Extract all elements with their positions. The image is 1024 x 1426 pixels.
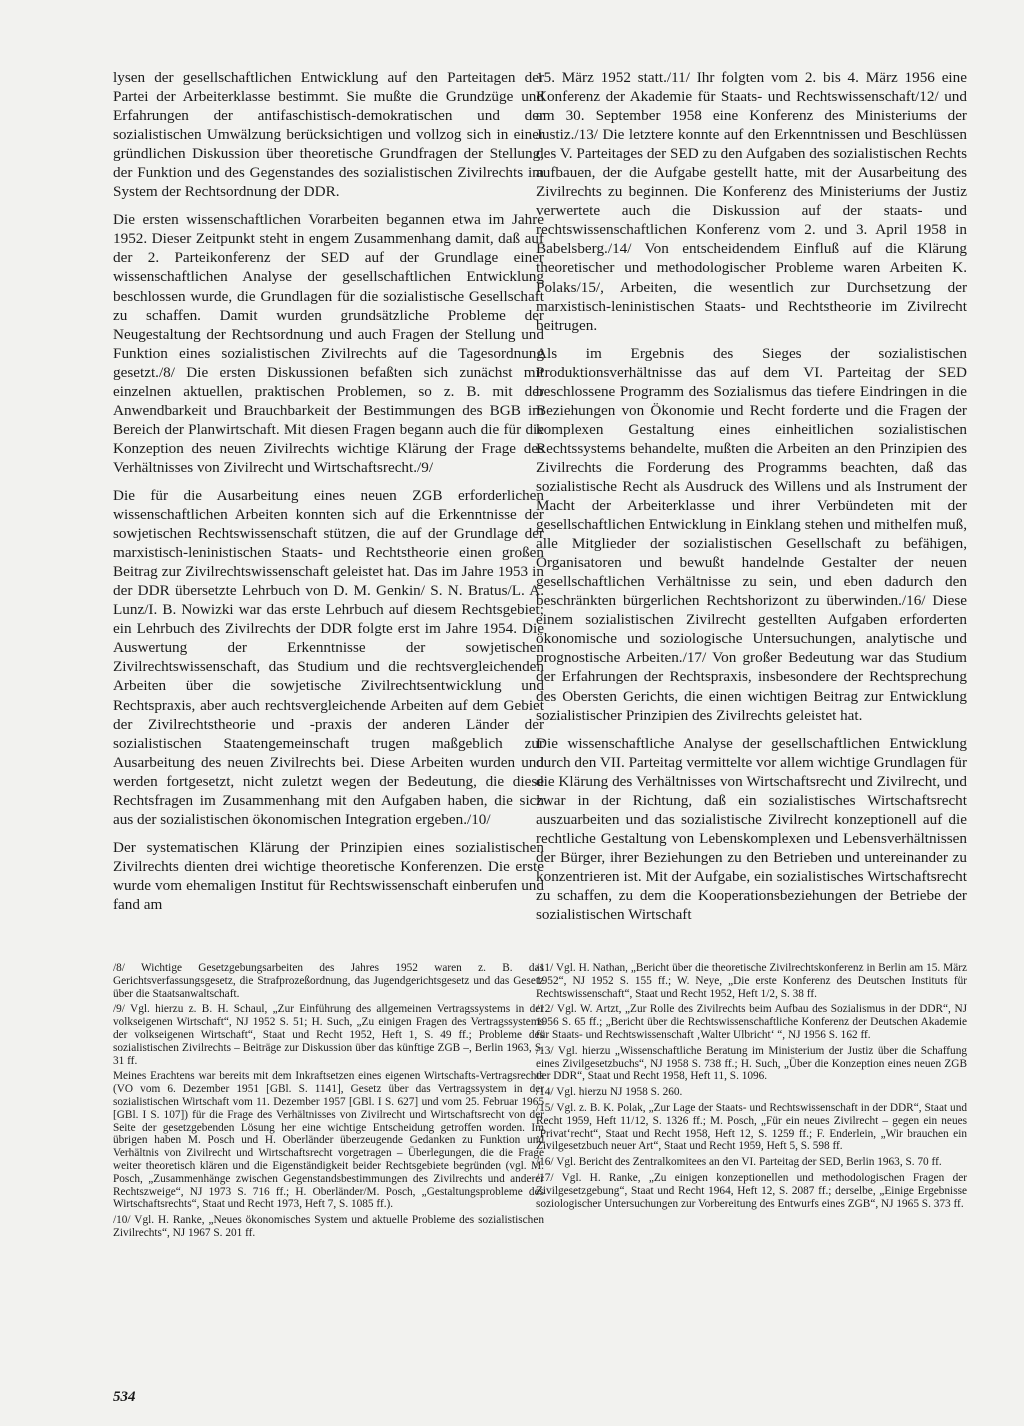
body-column-left: [113, 68, 544, 923]
footnote: Meines Erachtens war bereits mit dem Inkraftsetzen eines eigenen Wirtschafts-Vertragsrechts (VO vom 6. Dezember 1951 [GBl. S. 1141], Gesetz über das Vertragssystem in der sozialistischen Wirtschaft vom 11. Dezember 1957 [GBl. I S. 627] und vom 25. Februar 1965 [GBl. I S. 107]) für die Frage des Verhältnisses von Zivilrecht und Wirtschaftsrecht von der Seite der gesetzgebenden Lösung her eine wichtige Entscheidung getroffen worden. Im übrigen haben M. Posch und H. Oberländer überzeugende Gedanken zu Funktion und Verhältnis von Zivilrecht und Wirtschaftsrecht vorgetragen – Überlegungen, die die Frage weiter theoretisch klären und die Eigenständigkeit beider Rechtsgebiete begründen (vgl. M. Posch, „Zusammenhänge zwischen Gegenstandsbestimmungen des Zivilrechts und anderer Rechtszweige“, NJ 1973 S. 716 ff.; H. Oberländer/M. Posch, „Gestaltungsprobleme des Wirtschaftsrechts“, Staat und Recht 1973, Heft 7, S. 1085 ff.).: [113, 1070, 544, 1211]
body-paragraph: Die wissenschaftliche Analyse der gesellschaftlichen Entwicklung durch den VII. Parteitag vermittelte vor allem wichtige Grundlagen für die Klärung des Verhältnisses von Wirtschaftsrecht und Zivilrecht, und zwar in der Richtung, daß ein sozialistisches Wirtschaftsrecht auszuarbeiten und das sozialistische Zivilrecht konzeptionell auf die rechtliche Gestaltung von Lebenskomplexen und Lebensverhältnissen der Bürger, ihrer Beziehungen zu den Betrieben und untereinander zu konzentrieren ist. Mit der Aufgabe, ein sozialistisches Wirtschaftsrecht zu schaffen, zu dem die Kooperationsbeziehungen der Betriebe der sozialistischen Wirtschaft: [536, 734, 967, 924]
footnote: /10/ Vgl. H. Ranke, „Neues ökonomisches System und aktuelle Probleme des sozialistischen Zivilrechts“, NJ 1967 S. 201 ff.: [113, 1214, 544, 1239]
footnotes-left: [113, 962, 544, 1243]
footnote: /9/ Vgl. hierzu z. B. H. Schaul, „Zur Einführung des allgemeinen Vertragssystems in der volkseigenen Wirtschaft“, NJ 1952 S. 51; H. Such, „Zu einigen Fragen des Vertragssystems der volkseigenen Wirtschaft“, Staat und Recht 1952, Heft 1, S. 49 ff.; Probleme des sozialistischen Zivilrechts – Beiträge zur Diskussion über das künftige ZGB –, Berlin 1963, S. 31 ff.: [113, 1003, 544, 1067]
footnote: /16/ Vgl. Bericht des Zentralkomitees an den VI. Parteitag der SED, Berlin 1963, S. 70 ff.: [536, 1156, 942, 1169]
footnote: /14/ Vgl. hierzu NJ 1958 S. 260.: [536, 1086, 683, 1099]
body-paragraph: 15. März 1952 statt./11/ Ihr folgten vom 2. bis 4. März 1956 eine Konferenz der Akademie für Staats- und Rechtswissenschaft/12/ und am 30. September 1958 eine Konferenz des Ministeriums der Justiz./13/ Die letztere konnte auf den Erkenntnissen und Beschlüssen des V. Parteitages der SED zu den Aufgaben des sozialistischen Rechts aufbauen, der die Aufgabe gestellt hatte, mit der Ausarbeitung des Zivilrechts zu beginnen. Die Konferenz des Ministeriums der Justiz verwertete auch die Diskussion auf der staats- und rechtswissenschaftlichen Konferenz vom 2. und 3. April 1958 in Babelsberg./14/ Von entscheidendem Einfluß auf die Klärung theoretischer und methodologischer Probleme waren Arbeiten K. Polaks/15/, Arbeiten, die wesentlich zur Durchsetzung der marxistisch-leninistischen Staats- und Rechtstheorie im Zivilrecht beitrugen.: [536, 69, 967, 334]
body-column-right: [536, 68, 967, 933]
footnote: /12/ Vgl. W. Artzt, „Zur Rolle des Zivilrechts beim Aufbau des Sozialismus in der DDR“, NJ 1956 S. 65 ff.; „Bericht über die Rechtswissenschaftliche Konferenz der Deutschen Akademie für Staats- und Rechtswissenschaft ‚Walter Ulbricht‘ “, NJ 1956 S. 162 ff.: [536, 1003, 967, 1041]
page-number: 534: [113, 1389, 136, 1405]
footnote: /8/ Wichtige Gesetzgebungsarbeiten des Jahres 1952 waren z. B. das Gerichtsverfassungsgesetz, die Strafprozeßordnung, das Jugendgerichtsgesetz und das Gesetz über die Staatsanwaltschaft.: [113, 962, 544, 1000]
footnote: /13/ Vgl. hierzu „Wissenschaftliche Beratung im Ministerium der Justiz über die Schaffung eines Zivilgesetzbuchs“, NJ 1958 S. 738 ff.; H. Such, „Über die Konzeption eines neuen ZGB der DDR“, Staat und Recht 1958, Heft 11, S. 1096.: [536, 1044, 967, 1083]
body-paragraph: Die ersten wissenschaftlichen Vorarbeiten begannen etwa im Jahre 1952. Dieser Zeitpunkt steht in engem Zusammenhang damit, daß auf der 2. Parteikonferenz der SED auf der Grundlage einer wissenschaftlichen Analyse der gesellschaftlichen Entwicklung beschlossen wurde, die Grundlagen für die sozialistische Gesellschaft zu schaffen. Damit wurden grundsätzliche Probleme der Neugestaltung der Rechtsordnung und auch Fragen der Stellung und Funktion eines sozialistischen Zivilrechts auf die Tagesordnung gesetzt./8/ Die ersten Diskussionen befaßten sich zunächst mit einzelnen aktuellen, praktischen Problemen, so z. B. mit der Anwendbarkeit und Brauchbarkeit der Bestimmungen des BGB im Bereich der Planwirtschaft. Mit diesen Fragen begann auch die für die Konzeption des neuen Zivilrechts wichtige Klärung der Frage des Verhältnisses von Zivilrecht und Wirtschaftsrecht./9/: [113, 211, 544, 476]
footnotes-right: [536, 962, 967, 1213]
body-paragraph: Als im Ergebnis des Sieges der sozialistischen Produktionsverhältnisse das auf dem VI. Parteitag der SED beschlossene Programm des Sozialismus das tiefere Eindringen in die Beziehungen von Ökonomie und Recht forderte und die Fragen der komplexen Gestaltung eines einheitlichen sozialistischen Rechtssystems behandelte, mußten die Arbeiten an den Prinzipien des Zivilrechts die Forderung des Programms beachten, daß das sozialistische Recht als Ausdruck des Willens und als Instrument der Macht der Arbeiterklasse und ihrer Verbündeten mit der gesellschaftlichen Entwicklung in Einklang stehen und mithelfen muß, alle Mitglieder der sozialistischen Gesellschaft zu befähigen, Organisatoren und bewußt handelnde Gestalter der neuen gesellschaftlichen Verhältnisse zu sein, und eben dadurch den beschränkten bürgerlichen Rechtshorizont zu überwinden./16/ Diese einem sozialistischen Zivilrecht gestellten Aufgaben erforderten ökonomische und soziologische Untersuchungen, analytische und prognostische Arbeiten./17/ Von großer Bedeutung war das Studium der Erfahrungen der Rechtspraxis, insbesondere der Rechtsprechung des Obersten Gerichts, die einen wichtigen Beitrag zur Entwicklung sozialistischer Prinzipien des Zivilrechts geleistet hat.: [536, 344, 967, 724]
footnote: /15/ Vgl. z. B. K. Polak, „Zur Lage der Staats- und Rechtswissenschaft in der DDR“, Staat und Recht 1959, Heft 11/12, S. 1326 ff.; M. Posch, „Für ein neues Zivilrecht – gegen ein neues ‚Privat‘recht“, Staat und Recht 1958, Heft 12, S. 1259 ff.; F. Enderlein, „Wir brauchen ein Zivilgesetzbuch neuer Art“, Staat und Recht 1959, Heft 5, S. 598 ff.: [536, 1101, 967, 1153]
body-paragraph: Der systematischen Klärung der Prinzipien eines sozialistischen Zivilrechts dienten drei wichtige theoretische Konferenzen. Die erste wurde vom ehemaligen Institut für Rechtswissenschaft einberufen und fand am: [113, 838, 544, 913]
body-paragraph: lysen der gesellschaftlichen Entwicklung auf den Parteitagen der Partei der Arbeiterklasse bestimmt. Sie mußte die Grundzüge und Erfahrungen der antifaschistisch-demokratischen und der sozialistischen Umwälzung berücksichtigen und vollzog sich in einer gründlichen Diskussion über theoretische Grundfragen der Stellung, der Funktion und des Gegenstandes des sozialistischen Zivilrechts im System der Rechtsordnung der DDR.: [113, 69, 544, 201]
body-paragraph: Die für die Ausarbeitung eines neuen ZGB erforderlichen wissenschaftlichen Arbeiten konnten sich auf die Erkenntnisse der sowjetischen Rechtswissenschaft stützen, die auf der Grundlage der marxistisch-leninistischen Staats- und Rechtstheorie einen großen Beitrag zur Zivilrechtswissenschaft geleistet hat. Das im Jahre 1953 in der DDR übersetzte Lehrbuch von D. M. Genkin/ S. N. Bratus/L. A. Lunz/I. B. Nowizki war das erste Lehrbuch auf diesem Rechtsgebiet; ein Lehrbuch des Zivilrechts der DDR folgte erst im Jahre 1954. Die Auswertung der Erkenntnisse der sowjetischen Zivilrechtswissenschaft, das Studium und die rechtsvergleichenden Arbeiten über die sowjetische Zivilrechtsentwicklung und Rechtspraxis, aber auch rechtsvergleichende Arbeiten auf dem Gebiet der Zivilrechtstheorie und -praxis der anderen Länder der sozialistischen Staatengemeinschaft trugen maßgeblich zur Ausarbeitung des neuen Zivilrechts bei. Diese Arbeiten wurden und werden fortgesetzt, nicht zuletzt wegen der Bedeutung, die diese Rechtsfragen im Zusammenhang mit den Aufgaben haben, die sich aus der sozialistischen ökonomischen Integration ergeben./10/: [113, 486, 544, 828]
footnote: /17/ Vgl. H. Ranke, „Zu einigen konzeptionellen und methodologischen Fragen der Zivilgesetzgebung“, Staat und Recht 1964, Heft 12, S. 2087 ff.; derselbe, „Einige Ergebnisse soziologischer Untersuchungen zur Vorbereitung des Entwurfs eines ZGB“, NJ 1965 S. 373 ff.: [536, 1171, 967, 1210]
footnote: /11/ Vgl. H. Nathan, „Bericht über die theoretische Zivilrechtskonferenz in Berlin am 15. März 1952“, NJ 1952 S. 155 ff.; W. Neye, „Die erste Konferenz des Deutschen Instituts für Rechtswissenschaft“, Staat und Recht 1952, Heft 1/2, S. 38 ff.: [536, 962, 967, 1000]
